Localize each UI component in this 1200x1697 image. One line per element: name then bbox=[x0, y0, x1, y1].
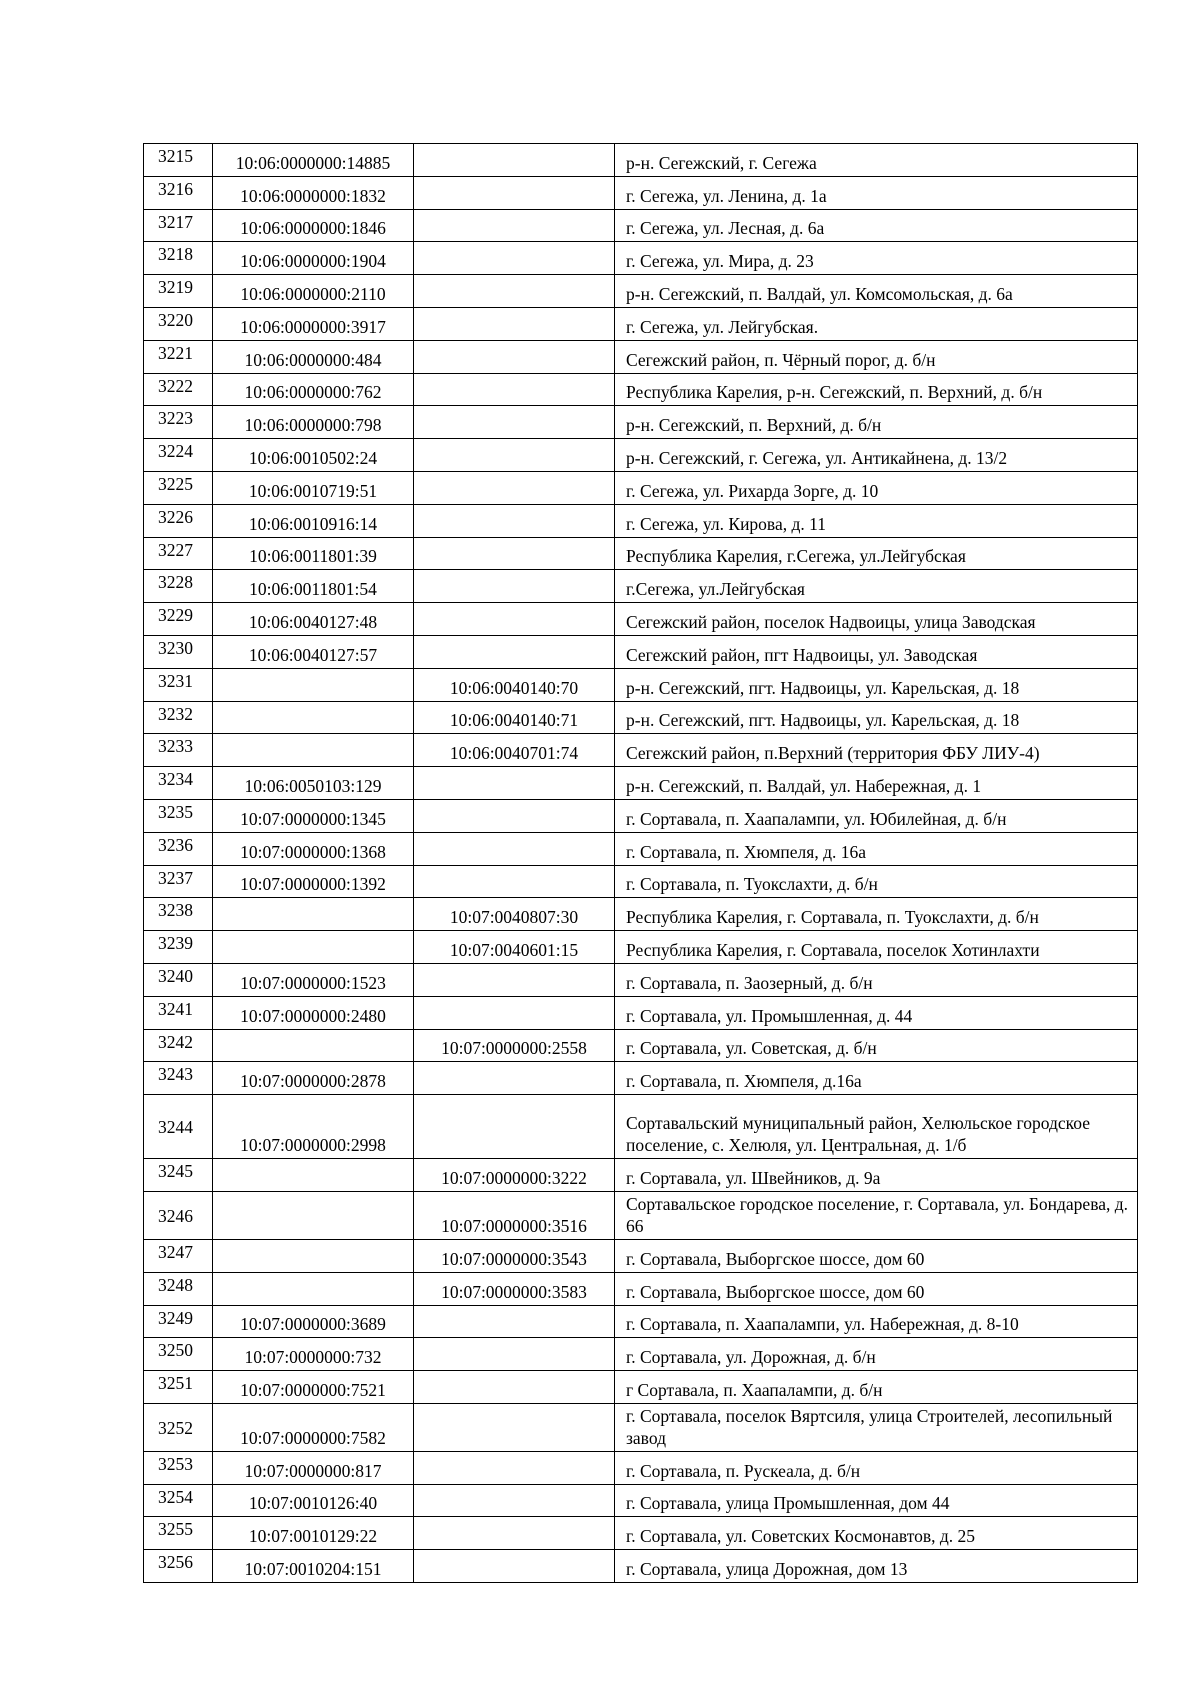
table-row bbox=[144, 144, 1138, 177]
registry-table-body bbox=[144, 144, 1138, 1583]
cadastral-number-secondary: 10:06:0040140:70 bbox=[414, 668, 615, 701]
address: р-н. Сегежский, пгт. Надвоицы, ул. Карельская, д. 18 bbox=[615, 668, 1138, 701]
table-row bbox=[144, 1239, 1138, 1272]
cadastral-number-primary: 10:06:0000000:1904 bbox=[213, 242, 414, 275]
address: Республика Карелия, г. Сортавала, п. Туокслахти, д. б/н bbox=[615, 898, 1138, 931]
cadastral-number-secondary bbox=[414, 242, 615, 275]
row-number: 3244 bbox=[144, 1095, 213, 1159]
cadastral-number-primary: 10:06:0010916:14 bbox=[213, 504, 414, 537]
cadastral-number-secondary bbox=[414, 340, 615, 373]
table-row bbox=[144, 996, 1138, 1029]
cadastral-number-secondary bbox=[414, 635, 615, 668]
cadastral-number-secondary bbox=[414, 275, 615, 308]
row-number: 3228 bbox=[144, 570, 213, 603]
cadastral-number-primary: 10:07:0000000:7582 bbox=[213, 1403, 414, 1451]
row-number: 3255 bbox=[144, 1517, 213, 1550]
address: г. Сортавала, ул. Швейников, д. 9а bbox=[615, 1159, 1138, 1192]
cadastral-number-primary: 10:06:0000000:762 bbox=[213, 373, 414, 406]
cadastral-number-secondary bbox=[414, 963, 615, 996]
row-number: 3256 bbox=[144, 1550, 213, 1583]
cadastral-number-secondary: 10:07:0040807:30 bbox=[414, 898, 615, 931]
address: р-н. Сегежский, г. Сегежа, ул. Антикайнена, д. 13/2 bbox=[615, 439, 1138, 472]
cadastral-number-secondary: 10:07:0000000:3583 bbox=[414, 1272, 615, 1305]
cadastral-number-secondary bbox=[414, 767, 615, 800]
cadastral-number-primary: 10:06:0000000:1832 bbox=[213, 176, 414, 209]
table-row bbox=[144, 176, 1138, 209]
cadastral-number-secondary bbox=[414, 144, 615, 177]
cadastral-number-primary bbox=[213, 898, 414, 931]
cadastral-number-secondary bbox=[414, 832, 615, 865]
table-row bbox=[144, 1029, 1138, 1062]
cadastral-number-primary bbox=[213, 668, 414, 701]
row-number: 3227 bbox=[144, 537, 213, 570]
cadastral-number-secondary bbox=[414, 373, 615, 406]
address: г. Сортавала, ул. Советских Космонавтов, д. 25 bbox=[615, 1517, 1138, 1550]
cadastral-number-secondary bbox=[414, 799, 615, 832]
cadastral-number-primary bbox=[213, 1029, 414, 1062]
row-number: 3221 bbox=[144, 340, 213, 373]
cadastral-number-secondary bbox=[414, 1484, 615, 1517]
row-number: 3216 bbox=[144, 176, 213, 209]
cadastral-number-primary: 10:06:0011801:39 bbox=[213, 537, 414, 570]
cadastral-number-secondary bbox=[414, 1095, 615, 1159]
row-number: 3224 bbox=[144, 439, 213, 472]
table-row bbox=[144, 963, 1138, 996]
address: Сегежский район, п.Верхний (территория ФБУ ЛИУ-4) bbox=[615, 734, 1138, 767]
table-row bbox=[144, 931, 1138, 964]
table-row bbox=[144, 1062, 1138, 1095]
address: г. Сортавала, п. Рускеала, д. б/н bbox=[615, 1451, 1138, 1484]
cadastral-number-primary bbox=[213, 701, 414, 734]
cadastral-number-secondary bbox=[414, 307, 615, 340]
address: г. Сортавала, улица Промышленная, дом 44 bbox=[615, 1484, 1138, 1517]
cadastral-number-primary bbox=[213, 734, 414, 767]
table-row bbox=[144, 1484, 1138, 1517]
row-number: 3215 bbox=[144, 144, 213, 177]
address: р-н. Сегежский, п. Валдай, ул. Комсомольская, д. 6а bbox=[615, 275, 1138, 308]
cadastral-number-primary: 10:07:0000000:817 bbox=[213, 1451, 414, 1484]
row-number: 3222 bbox=[144, 373, 213, 406]
cadastral-number-secondary bbox=[414, 1517, 615, 1550]
table-row bbox=[144, 406, 1138, 439]
address: г. Сортавала, п. Туокслахти, д. б/н bbox=[615, 865, 1138, 898]
row-number: 3223 bbox=[144, 406, 213, 439]
cadastral-number-primary bbox=[213, 1239, 414, 1272]
address: г. Сегежа, ул. Кирова, д. 11 bbox=[615, 504, 1138, 537]
cadastral-number-primary: 10:07:0000000:3689 bbox=[213, 1305, 414, 1338]
row-number: 3236 bbox=[144, 832, 213, 865]
address: г. Сортавала, поселок Вяртсиля, улица Строителей, лесопильный завод bbox=[615, 1403, 1138, 1451]
cadastral-number-secondary: 10:06:0040701:74 bbox=[414, 734, 615, 767]
cadastral-number-secondary bbox=[414, 1062, 615, 1095]
table-row bbox=[144, 668, 1138, 701]
row-number: 3225 bbox=[144, 471, 213, 504]
table-row bbox=[144, 504, 1138, 537]
table-row bbox=[144, 537, 1138, 570]
table-row bbox=[144, 767, 1138, 800]
address: Сегежский район, п. Чёрный порог, д. б/н bbox=[615, 340, 1138, 373]
row-number: 3248 bbox=[144, 1272, 213, 1305]
cadastral-number-secondary bbox=[414, 570, 615, 603]
cadastral-number-secondary: 10:07:0000000:3222 bbox=[414, 1159, 615, 1192]
cadastral-number-secondary bbox=[414, 439, 615, 472]
row-number: 3239 bbox=[144, 931, 213, 964]
row-number: 3254 bbox=[144, 1484, 213, 1517]
table-row bbox=[144, 471, 1138, 504]
address: Сегежский район, пгт Надвоицы, ул. Заводская bbox=[615, 635, 1138, 668]
cadastral-number-secondary bbox=[414, 603, 615, 636]
table-row bbox=[144, 1371, 1138, 1404]
cadastral-number-secondary bbox=[414, 209, 615, 242]
row-number: 3242 bbox=[144, 1029, 213, 1062]
address: г. Сортавала, п. Хюмпеля, д. 16а bbox=[615, 832, 1138, 865]
table-row bbox=[144, 1159, 1138, 1192]
cadastral-number-secondary bbox=[414, 1403, 615, 1451]
address: г. Сортавала, п. Хаапалампи, ул. Юбилейная, д. б/н bbox=[615, 799, 1138, 832]
table-row bbox=[144, 570, 1138, 603]
row-number: 3220 bbox=[144, 307, 213, 340]
address: г.Сегежа, ул.Лейгубская bbox=[615, 570, 1138, 603]
row-number: 3233 bbox=[144, 734, 213, 767]
cadastral-number-primary: 10:07:0000000:1368 bbox=[213, 832, 414, 865]
cadastral-number-primary: 10:07:0000000:2480 bbox=[213, 996, 414, 1029]
cadastral-number-secondary: 10:07:0000000:3516 bbox=[414, 1191, 615, 1239]
cadastral-number-primary: 10:07:0000000:732 bbox=[213, 1338, 414, 1371]
cadastral-number-primary: 10:07:0010126:40 bbox=[213, 1484, 414, 1517]
table-row bbox=[144, 1550, 1138, 1583]
row-number: 3238 bbox=[144, 898, 213, 931]
table-row bbox=[144, 307, 1138, 340]
table-row bbox=[144, 439, 1138, 472]
address: Республика Карелия, г. Сортавала, поселок Хотинлахти bbox=[615, 931, 1138, 964]
row-number: 3249 bbox=[144, 1305, 213, 1338]
cadastral-number-secondary bbox=[414, 537, 615, 570]
cadastral-number-primary: 10:06:0000000:14885 bbox=[213, 144, 414, 177]
address: Республика Карелия, г.Сегежа, ул.Лейгубская bbox=[615, 537, 1138, 570]
address: Сегежский район, поселок Надвоицы, улица Заводская bbox=[615, 603, 1138, 636]
cadastral-number-secondary: 10:07:0000000:2558 bbox=[414, 1029, 615, 1062]
cadastral-number-primary: 10:06:0040127:48 bbox=[213, 603, 414, 636]
table-row bbox=[144, 373, 1138, 406]
table-row bbox=[144, 603, 1138, 636]
cadastral-number-primary: 10:06:0010502:24 bbox=[213, 439, 414, 472]
table-row bbox=[144, 1338, 1138, 1371]
table-row bbox=[144, 734, 1138, 767]
address: г. Сегежа, ул. Рихарда Зорге, д. 10 bbox=[615, 471, 1138, 504]
cadastral-number-primary: 10:07:0000000:2998 bbox=[213, 1095, 414, 1159]
cadastral-number-primary: 10:07:0000000:1345 bbox=[213, 799, 414, 832]
cadastral-number-primary: 10:06:0000000:1846 bbox=[213, 209, 414, 242]
cadastral-number-primary: 10:07:0000000:1392 bbox=[213, 865, 414, 898]
table-row bbox=[144, 1451, 1138, 1484]
row-number: 3245 bbox=[144, 1159, 213, 1192]
table-row bbox=[144, 340, 1138, 373]
table-row bbox=[144, 1095, 1138, 1159]
row-number: 3231 bbox=[144, 668, 213, 701]
address: г. Сортавала, Выборгское шоссе, дом 60 bbox=[615, 1272, 1138, 1305]
row-number: 3243 bbox=[144, 1062, 213, 1095]
cadastral-number-primary: 10:07:0010129:22 bbox=[213, 1517, 414, 1550]
cadastral-number-primary: 10:06:0011801:54 bbox=[213, 570, 414, 603]
address: г. Сортавала, ул. Промышленная, д. 44 bbox=[615, 996, 1138, 1029]
address: г. Сортавала, ул. Советская, д. б/н bbox=[615, 1029, 1138, 1062]
cadastral-number-primary: 10:06:0000000:2110 bbox=[213, 275, 414, 308]
table-row bbox=[144, 1272, 1138, 1305]
address: г. Сегежа, ул. Лесная, д. 6а bbox=[615, 209, 1138, 242]
address: р-н. Сегежский, п. Верхний, д. б/н bbox=[615, 406, 1138, 439]
table-row bbox=[144, 1305, 1138, 1338]
row-number: 3232 bbox=[144, 701, 213, 734]
address: г. Сортавала, ул. Дорожная, д. б/н bbox=[615, 1338, 1138, 1371]
cadastral-number-secondary bbox=[414, 1305, 615, 1338]
table-row bbox=[144, 275, 1138, 308]
row-number: 3226 bbox=[144, 504, 213, 537]
row-number: 3251 bbox=[144, 1371, 213, 1404]
cadastral-number-secondary bbox=[414, 1451, 615, 1484]
row-number: 3230 bbox=[144, 635, 213, 668]
cadastral-number-primary: 10:07:0010204:151 bbox=[213, 1550, 414, 1583]
address: г. Сортавала, улица Дорожная, дом 13 bbox=[615, 1550, 1138, 1583]
table-row bbox=[144, 865, 1138, 898]
address: р-н. Сегежский, п. Валдай, ул. Набережная, д. 1 bbox=[615, 767, 1138, 800]
cadastral-number-primary bbox=[213, 931, 414, 964]
cadastral-number-secondary bbox=[414, 471, 615, 504]
cadastral-number-secondary: 10:07:0040601:15 bbox=[414, 931, 615, 964]
cadastral-number-secondary bbox=[414, 1550, 615, 1583]
table-row bbox=[144, 799, 1138, 832]
table-row bbox=[144, 701, 1138, 734]
cadastral-number-primary bbox=[213, 1272, 414, 1305]
cadastral-number-secondary bbox=[414, 176, 615, 209]
row-number: 3217 bbox=[144, 209, 213, 242]
address: г. Сортавала, п. Заозерный, д. б/н bbox=[615, 963, 1138, 996]
address: г. Сегежа, ул. Ленина, д. 1а bbox=[615, 176, 1138, 209]
row-number: 3234 bbox=[144, 767, 213, 800]
table-row bbox=[144, 635, 1138, 668]
cadastral-number-primary bbox=[213, 1191, 414, 1239]
table-row bbox=[144, 1191, 1138, 1239]
row-number: 3218 bbox=[144, 242, 213, 275]
table-row bbox=[144, 898, 1138, 931]
address: Республика Карелия, р-н. Сегежский, п. Верхний, д. б/н bbox=[615, 373, 1138, 406]
cadastral-number-secondary bbox=[414, 996, 615, 1029]
row-number: 3241 bbox=[144, 996, 213, 1029]
cadastral-number-primary: 10:07:0000000:7521 bbox=[213, 1371, 414, 1404]
table-row bbox=[144, 832, 1138, 865]
address: г. Сортавала, Выборгское шоссе, дом 60 bbox=[615, 1239, 1138, 1272]
cadastral-number-primary: 10:06:0010719:51 bbox=[213, 471, 414, 504]
cadastral-number-secondary: 10:06:0040140:71 bbox=[414, 701, 615, 734]
row-number: 3240 bbox=[144, 963, 213, 996]
cadastral-number-secondary: 10:07:0000000:3543 bbox=[414, 1239, 615, 1272]
address: Сортавальский муниципальный район, Хелюльское городское поселение, с. Хелюля, ул. Центральная, д. 1/б bbox=[615, 1095, 1138, 1159]
property-registry-table bbox=[143, 143, 1138, 1583]
cadastral-number-secondary bbox=[414, 1371, 615, 1404]
table-row bbox=[144, 1403, 1138, 1451]
row-number: 3237 bbox=[144, 865, 213, 898]
address: г. Сегежа, ул. Мира, д. 23 bbox=[615, 242, 1138, 275]
cadastral-number-primary: 10:06:0040127:57 bbox=[213, 635, 414, 668]
address: г. Сортавала, п. Хюмпеля, д.16а bbox=[615, 1062, 1138, 1095]
address: р-н. Сегежский, г. Сегежа bbox=[615, 144, 1138, 177]
address: р-н. Сегежский, пгт. Надвоицы, ул. Карельская, д. 18 bbox=[615, 701, 1138, 734]
address: Сортавальское городское поселение, г. Сортавала, ул. Бондарева, д. 66 bbox=[615, 1191, 1138, 1239]
table-row bbox=[144, 209, 1138, 242]
cadastral-number-primary bbox=[213, 1159, 414, 1192]
address: г Сортавала, п. Хаапалампи, д. б/н bbox=[615, 1371, 1138, 1404]
address: г. Сегежа, ул. Лейгубская. bbox=[615, 307, 1138, 340]
cadastral-number-primary: 10:06:0050103:129 bbox=[213, 767, 414, 800]
row-number: 3219 bbox=[144, 275, 213, 308]
row-number: 3229 bbox=[144, 603, 213, 636]
row-number: 3246 bbox=[144, 1191, 213, 1239]
cadastral-number-secondary bbox=[414, 504, 615, 537]
cadastral-number-secondary bbox=[414, 406, 615, 439]
cadastral-number-primary: 10:07:0000000:2878 bbox=[213, 1062, 414, 1095]
cadastral-number-secondary bbox=[414, 1338, 615, 1371]
row-number: 3253 bbox=[144, 1451, 213, 1484]
cadastral-number-primary: 10:06:0000000:3917 bbox=[213, 307, 414, 340]
cadastral-number-primary: 10:07:0000000:1523 bbox=[213, 963, 414, 996]
cadastral-number-primary: 10:06:0000000:484 bbox=[213, 340, 414, 373]
row-number: 3250 bbox=[144, 1338, 213, 1371]
row-number: 3235 bbox=[144, 799, 213, 832]
address: г. Сортавала, п. Хаапалампи, ул. Набережная, д. 8-10 bbox=[615, 1305, 1138, 1338]
cadastral-number-primary: 10:06:0000000:798 bbox=[213, 406, 414, 439]
cadastral-number-secondary bbox=[414, 865, 615, 898]
table-row bbox=[144, 1517, 1138, 1550]
row-number: 3252 bbox=[144, 1403, 213, 1451]
row-number: 3247 bbox=[144, 1239, 213, 1272]
table-row bbox=[144, 242, 1138, 275]
